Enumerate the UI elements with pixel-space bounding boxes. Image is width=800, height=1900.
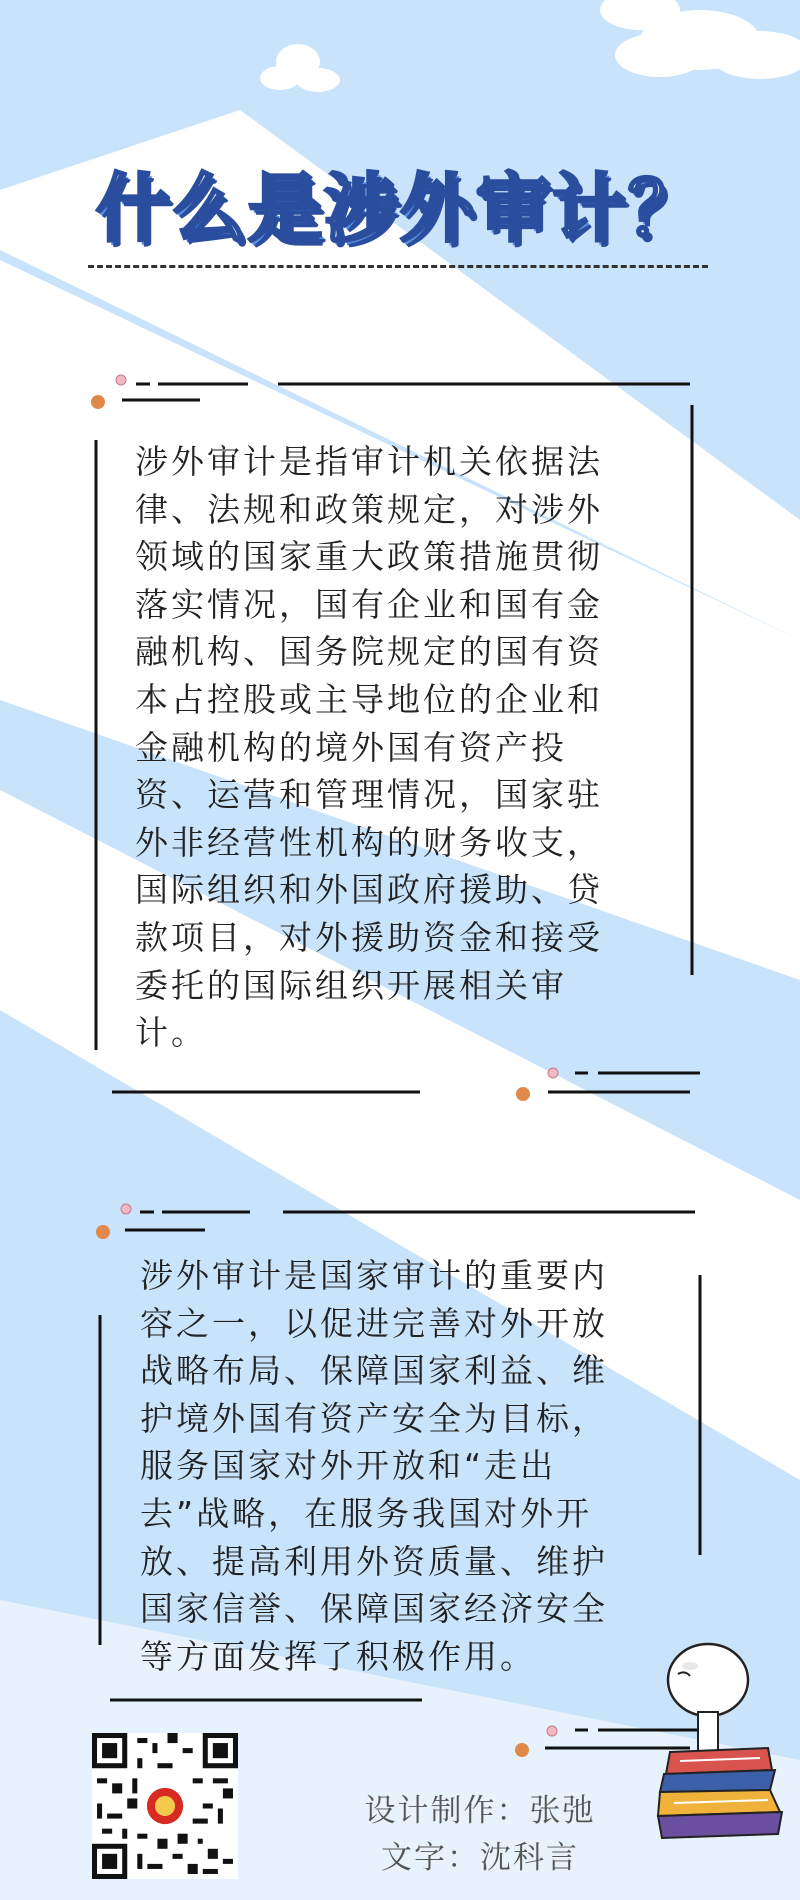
pink-dot [121, 1204, 131, 1214]
text-line: 委托的国际组织开展相关审 [135, 965, 567, 1005]
title-divider [88, 265, 708, 268]
pink-dot [116, 375, 126, 385]
orange-dot [515, 1743, 529, 1757]
text-line: 涉外审计是指审计机关依据法 [135, 442, 603, 481]
text-line: 外非经营性机构的财务收支， [135, 822, 603, 862]
text-line: 战略布局、保障国家利益、维 [140, 1351, 608, 1391]
text-credit: 文字：沈科言 [381, 1840, 579, 1876]
cloud-icon [600, 0, 800, 79]
text-line: 国际组织和外国政府援助、贷 [135, 870, 603, 910]
text-line: 国家信誉、保障国家经济安全 [140, 1589, 608, 1629]
design-credit: 设计制作：张弛 [364, 1793, 596, 1829]
text-line: 金融机构的境外国有资产投 [135, 727, 567, 767]
text-block-1 [135, 438, 675, 1057]
orange-dot [96, 1225, 110, 1239]
qr-code-icon[interactable] [92, 1733, 238, 1879]
text-line: 服务国家对外开放和“走出 [140, 1446, 557, 1486]
cloud-small-icon [260, 44, 340, 92]
text-line: 款项目，对外援助资金和接受 [135, 917, 603, 957]
text-line: 融机构、国务院规定的国有资 [135, 632, 603, 672]
text-block-2 [140, 1252, 680, 1680]
text-line: 护境外国有资产安全为目标， [140, 1398, 608, 1438]
orange-dot [516, 1087, 530, 1101]
text-line: 律、法规和政策规定，对涉外 [135, 489, 603, 529]
text-line: 等方面发挥了积极作用。 [140, 1636, 536, 1676]
cartoon-figure-on-books-icon [650, 1640, 800, 1860]
text-line: 领域的国家重大政策措施贯彻 [135, 537, 603, 577]
text-line: 本占控股或主导地位的企业和 [135, 679, 603, 719]
orange-dot [91, 395, 105, 409]
text-line: 计。 [135, 1013, 207, 1053]
text-line: 去”战略，在服务我国对外开 [140, 1493, 593, 1533]
pink-dot [547, 1726, 557, 1736]
page-title: 什么是涉外审计？ [96, 166, 704, 252]
text-line: 落实情况，国有企业和国有金 [135, 584, 603, 624]
text-line: 容之一，以促进完善对外开放 [140, 1303, 608, 1343]
text-line: 放、提高利用外资质量、维护 [140, 1541, 608, 1581]
text-line: 涉外审计是国家审计的重要内 [140, 1256, 608, 1295]
pink-dot [548, 1068, 558, 1078]
text-line: 资、运营和管理情况，国家驻 [135, 775, 603, 815]
